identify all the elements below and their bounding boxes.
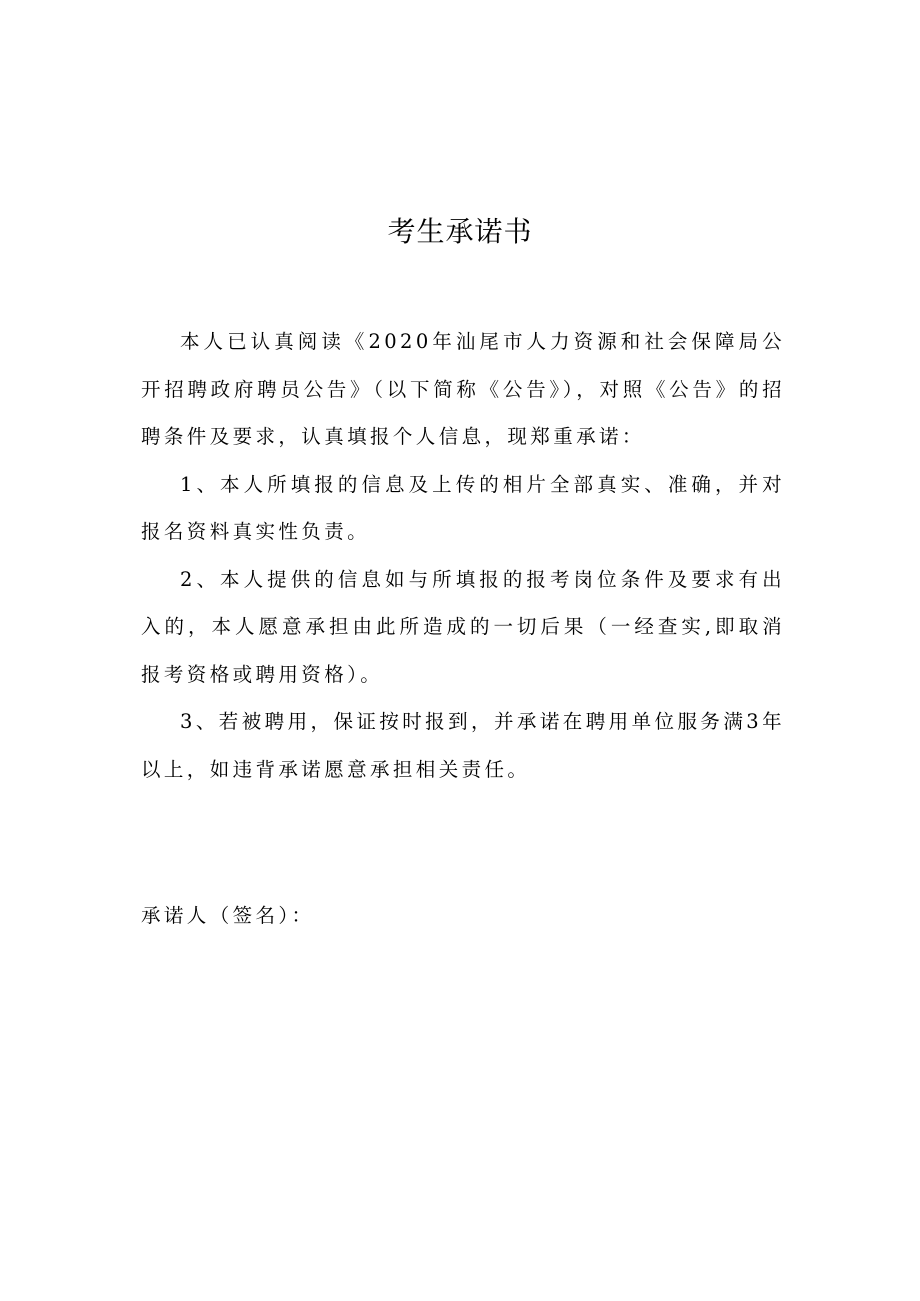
commitment-item-3: 3、若被聘用，保证按时报到，并承诺在聘用单位服务满3年以上，如违背承诺愿意承担相关责任。 — [141, 710, 785, 781]
intro-paragraph: 本人已认真阅读《2020年汕尾市人力资源和社会保障局公开招聘政府聘员公告》（以下简称《公告》），对照《公告》的招聘条件及要求，认真填报个人信息，现郑重承诺： — [141, 330, 785, 448]
document-title: 考生承诺书 — [387, 215, 533, 248]
commitment-item-2: 2、本人提供的信息如与所填报的报考岗位条件及要求有出入的，本人愿意承担由此所造成的一切后果（一经查实,即取消报考资格或聘用资格）。 — [141, 567, 785, 686]
commitment-item-1: 1、本人所填报的信息及上传的相片全部真实、准确，并对报名资料真实性负责。 — [141, 472, 785, 543]
document-body — [141, 318, 785, 793]
signature-label: 承诺人（签名）： — [141, 904, 315, 927]
